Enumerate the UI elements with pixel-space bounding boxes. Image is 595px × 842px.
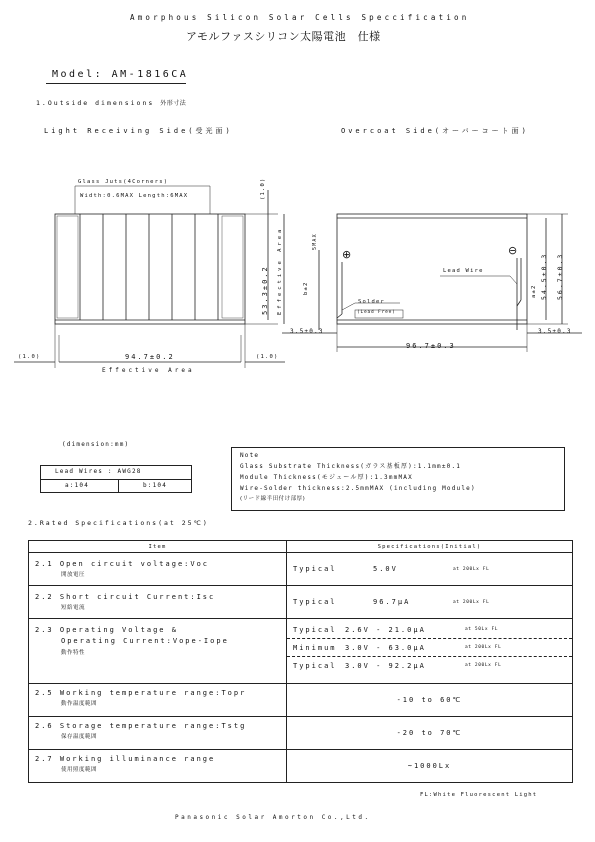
- effective-area-horizontal: Effective Area: [102, 367, 195, 374]
- spec-cond: at 200Lx FL: [465, 645, 502, 650]
- spec-value: 3.0V - 92.2μA: [345, 661, 426, 670]
- effective-area-vertical: Effective Area: [277, 226, 283, 315]
- spec-label: Typical: [293, 625, 337, 634]
- col-item: Item: [29, 541, 287, 553]
- lead-free-label: (Lead Free): [357, 310, 396, 315]
- table-row: [29, 684, 573, 717]
- minus-terminal-icon: ⊖: [508, 244, 518, 257]
- row-item-line2: Operating Current:Vope-Iope: [61, 637, 229, 645]
- row-item-jp: 短絡電流: [61, 605, 86, 611]
- glass-juts-dims: Width:0.6MAX Length:6MAX: [80, 193, 189, 199]
- lead-wires-table: [40, 465, 192, 493]
- table-header-row: [29, 541, 573, 553]
- row-item: Open circuit voltage:Voc: [59, 560, 210, 568]
- spec-cond: at 50Lx FL: [465, 627, 499, 632]
- doc-title-jp: アモルファスシリコン太陽電池 仕様: [186, 30, 381, 43]
- dim-right-offset: (1.0): [256, 354, 279, 360]
- lead-wire-a: a:104: [65, 482, 90, 489]
- dim-top-offset: (1.0): [260, 177, 266, 200]
- note-line1: Glass Substrate Thickness(ガラス基板厚):1.1mm±0.1: [240, 463, 462, 470]
- table-row: [29, 750, 573, 783]
- table-row: [29, 717, 573, 750]
- spec-label: Typical: [293, 565, 337, 573]
- company-footer: Panasonic Solar Amorton Co.,Ltd.: [175, 814, 371, 821]
- row-no: 2.5: [35, 689, 54, 697]
- dim-b: b±2: [303, 281, 309, 295]
- footnote: FL:White Fluorescent Light: [420, 792, 538, 798]
- row-no: 2.1: [35, 560, 54, 568]
- dim-width-front: 94.7±0.2: [125, 353, 175, 361]
- spec-value: -20 to 70℃: [396, 729, 463, 737]
- plus-terminal-icon: ⊕: [342, 248, 352, 261]
- row-item-jp: 動作温度範囲: [61, 701, 98, 707]
- row-item: Operating Voltage &: [59, 626, 178, 634]
- section2-heading: 2.Rated Specifications(at 25℃): [28, 519, 209, 527]
- solder-label: Solder: [358, 299, 386, 305]
- table-row: [29, 586, 573, 619]
- note-line2: Module Thickness(モジュール厚):1.3mmMAX: [240, 474, 413, 481]
- row-item-jp: 動作特性: [61, 650, 86, 656]
- overcoat-side-label: Overcoat Side(オーバーコート面): [341, 127, 529, 135]
- note-title: Note: [240, 452, 260, 459]
- row-item: Working illuminance range: [59, 755, 216, 763]
- section1-heading-jp: 外形寸法: [160, 100, 187, 107]
- dim-height-back-outer: 56.7±0.3: [556, 252, 564, 300]
- dimension-unit: (dimension:mm): [62, 441, 130, 448]
- col-spec: Specifications(Initial): [287, 541, 573, 553]
- spec-label: Typical: [293, 598, 337, 606]
- panel-outline-back: [337, 214, 527, 324]
- glass-juts-label: Glass Juts(4Corners): [78, 179, 169, 185]
- row-item-jp: 開放電圧: [61, 572, 86, 578]
- spec-cond: at 200Lx FL: [453, 566, 490, 572]
- row-no: 2.6: [35, 722, 54, 730]
- spec-value: 2.6V - 21.0μA: [345, 625, 426, 634]
- spec-cond: at 200Lx FL: [465, 663, 502, 668]
- dim-left-margin: 3.5±0.3: [290, 328, 324, 335]
- note-box: [231, 447, 565, 511]
- lead-wire-b: b:104: [143, 482, 168, 489]
- note-line3: Wire-Solder thickness:2.5mmMAX (including Module): [240, 485, 476, 492]
- table-row: [29, 619, 573, 684]
- dim-left-offset: (1.0): [18, 354, 41, 360]
- dim-5max: 5MAX: [312, 233, 318, 250]
- row-no: 2.7: [35, 755, 54, 763]
- lead-wires-header: Lead Wires : AWG28: [55, 468, 142, 475]
- dim-width-back: 96.7±0.3: [406, 342, 456, 350]
- row-item: Storage temperature range:Tstg: [59, 722, 247, 730]
- row-item-jp: 保存温度範囲: [61, 734, 98, 740]
- spec-value: 96.7μA: [373, 598, 411, 606]
- dim-height-front: 53.3±0.2: [261, 265, 269, 315]
- dim-right-margin: 3.5±0.3: [538, 328, 572, 335]
- lead-wire-label: Lead Wire: [443, 268, 484, 274]
- model-number: Model: AM-1816CA: [52, 69, 189, 80]
- table-row: [29, 553, 573, 586]
- row-item-jp: 使用照度範囲: [61, 767, 98, 773]
- spec-value: 5.0V: [373, 565, 398, 573]
- section1-heading-text: 1.Outside dimensions: [36, 99, 155, 107]
- spec-label: Minimum: [293, 643, 337, 652]
- note-line4: (リード線半田付け部厚): [240, 496, 306, 502]
- row-no: 2.3: [35, 626, 54, 634]
- light-side-label: Light Receiving Side(受光面): [44, 127, 233, 135]
- spec-cond: at 200Lx FL: [453, 599, 490, 605]
- row-no: 2.2: [35, 593, 54, 601]
- spec-value: -10 to 60℃: [396, 696, 463, 704]
- panel-outline-front: [55, 214, 245, 324]
- spec-label: Typical: [293, 661, 337, 670]
- spec-value: 3.0V - 63.0μA: [345, 643, 426, 652]
- spec-value: ~1000Lx: [407, 762, 452, 770]
- row-item: Short circuit Current:Isc: [59, 593, 216, 601]
- row-item: Working temperature range:Topr: [59, 689, 247, 697]
- rated-spec-table: [28, 540, 573, 783]
- dim-height-back-inner: 54.5±0.3: [540, 252, 548, 300]
- doc-title: Amorphous Silicon Solar Cells Speccification: [130, 13, 470, 22]
- dim-a: a±2: [531, 284, 537, 298]
